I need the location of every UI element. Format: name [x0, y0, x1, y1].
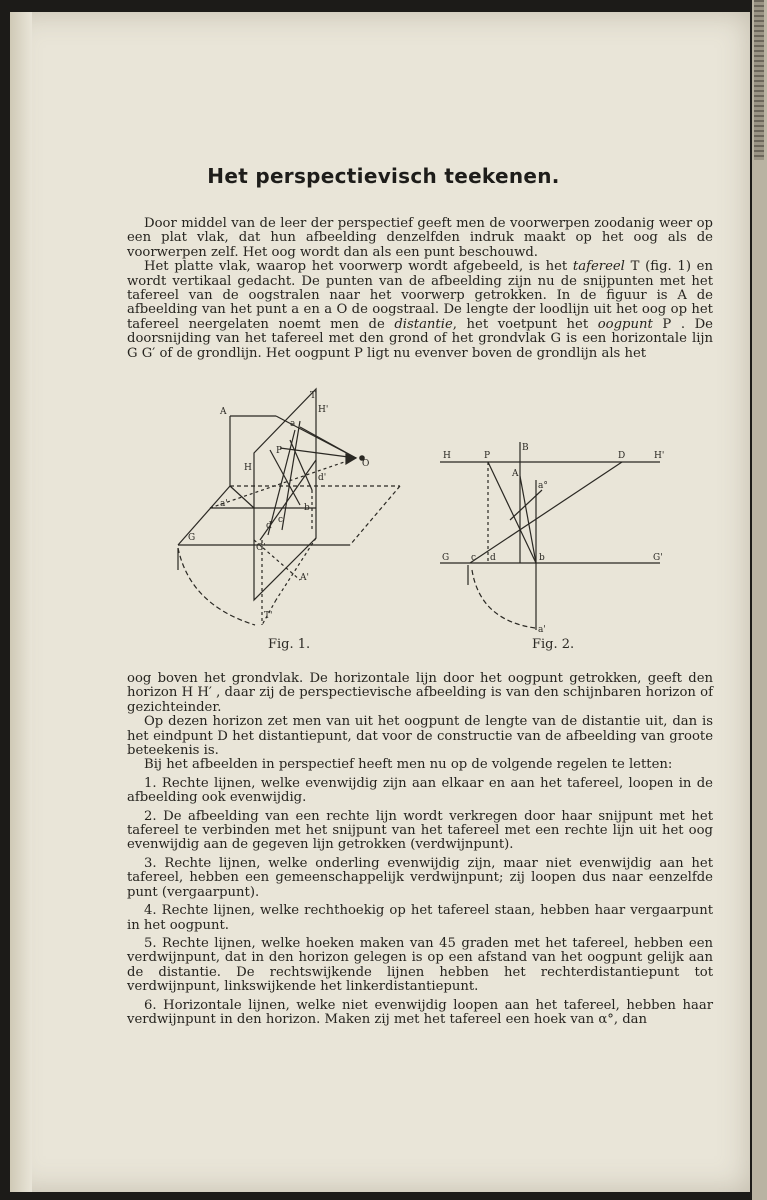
svg-text:A': A' — [300, 573, 309, 583]
rule-3: 3. Rechte lijnen, welke onderling evenwijdig zijn, maar niet evenwijdig aan het tafereel, hebben een gemeenschappelijk verdwijnpunt; zij loopen dus naar eenzelfde punt (vergaarpunt). — [127, 855, 713, 900]
intro-paragraph-2: Het platte vlak, waarop het voorwerp wordt afgebeeld, is het tafereel T (fig. 1) en wordt vertikaal gedacht. De punten van de afbeelding zijn nu de snijpunten met het tafereel van de oogstralen naar het voorwerp getrokken. In de figuur is A de afbeelding van het punt a en a O de oogstraal. De lengte der loodlijn uit het oog op het tafereel neergelaten noemt men de distantie, het voetpunt het oogpunt P . De doorsnijding van het tafereel met den grond of het grondvlak G is een horizontale lijn G G′ of de grondlijn. Het oogpunt P ligt nu evenver boven de grondlijn als het — [127, 259, 713, 361]
rule-4: 4. Rechte lijnen, welke rechthoekig op het tafereel staan, hebben haar vergaarpunt in het oogpunt. — [127, 903, 713, 933]
perspective-diagrams — [150, 380, 710, 650]
svg-text:B: B — [522, 443, 529, 453]
body-paragraph-3: Bij het afbeelden in perspectief heeft men nu op de volgende regelen te letten: — [144, 757, 673, 773]
page-title: Het perspectievisch teekenen. — [207, 164, 560, 188]
svg-text:G': G' — [653, 553, 663, 563]
svg-text:G': G' — [256, 543, 266, 553]
svg-text:a': a' — [538, 625, 546, 635]
body-paragraph-2: Op dezen horizon zet men van uit het oogpunt de lengte van de distantie uit, dan is het eindpunt D het distantiepunt, dat voor de constructie van de afbeelding van groote beteekenis is. — [127, 714, 713, 759]
svg-text:a: a — [290, 419, 296, 429]
rule-5: 5. Rechte lijnen, welke hoeken maken van 45 graden met het tafereel, hebben een verdwijnpunt, dat in den horizon gelegen is op een afstand van het oogpunt gelijk aan de distantie. De rechtswijkende lijnen hebben het rechterdistantiepunt tot verdwijnpunt, linkswijkende het linkerdistantiepunt. — [127, 935, 713, 995]
svg-text:A: A — [512, 469, 519, 479]
figure-1-caption: Fig. 1. — [268, 637, 311, 652]
svg-text:A: A — [220, 407, 227, 417]
svg-text:d: d — [490, 553, 496, 563]
svg-text:d: d — [266, 521, 272, 531]
figures-area — [150, 380, 710, 650]
svg-text:H': H' — [654, 451, 665, 461]
svg-text:c: c — [471, 553, 477, 563]
page-edge-tab — [754, 0, 764, 160]
svg-text:D: D — [618, 451, 626, 461]
figure-2-diagram — [440, 442, 664, 635]
svg-text:b: b — [539, 553, 545, 563]
rule-1: 1. Rechte lijnen, welke evenwijdig zijn aan elkaar en aan het tafereel, loopen in de afbeelding ook evenwijdig. — [127, 775, 713, 806]
svg-text:a': a' — [220, 499, 228, 509]
rule-2: 2. De afbeelding van een rechte lijn wordt verkregen door haar snijpunt met het tafereel te verbinden met het snijpunt van het tafereel met een rechte lijn uit het oog evenwijdig aan de gegeven lijn getrokken (verdwijnpunt). — [127, 808, 713, 853]
page-gutter — [10, 12, 32, 1192]
svg-text:H': H' — [318, 405, 329, 415]
svg-text:G: G — [188, 533, 196, 543]
svg-text:d': d' — [318, 473, 327, 483]
svg-text:G: G — [442, 553, 450, 563]
svg-text:H: H — [244, 463, 252, 473]
intro-text — [127, 217, 713, 361]
svg-text:T': T' — [264, 611, 273, 621]
svg-text:P: P — [484, 451, 491, 461]
svg-text:c: c — [278, 515, 284, 525]
figure-1-diagram — [178, 389, 400, 625]
svg-text:H: H — [443, 451, 451, 461]
rule-6: 6. Horizontale lijnen, welke niet evenwijdig loopen aan het tafereel, hebben haar verdwijnpunt in den horizon. Maken zij met het tafereel een hoek van α°, dan — [127, 997, 713, 1027]
svg-text:T: T — [310, 391, 317, 401]
body-text — [127, 672, 713, 1027]
svg-text:a°: a° — [538, 481, 548, 491]
svg-text:P: P — [276, 446, 283, 456]
figure-2-caption: Fig. 2. — [532, 637, 575, 652]
body-paragraph-1: oog boven het grondvlak. De horizontale lijn door het oogpunt getrokken, geeft den horizon H H′ , daar zij de perspectievische afbeelding is van den schijnbaren horizon of gezichteinder. — [127, 671, 713, 715]
svg-text:b: b — [304, 503, 310, 513]
intro-paragraph-1: Door middel van de leer der perspectief geeft men de voorwerpen zoodanig weer op een plat vlak, dat hun afbeelding denzelfden indruk maakt op het oog als de voorwerpen zelf. Het oog wordt dan als een punt beschouwd. — [127, 216, 713, 260]
svg-text:O: O — [362, 459, 370, 469]
